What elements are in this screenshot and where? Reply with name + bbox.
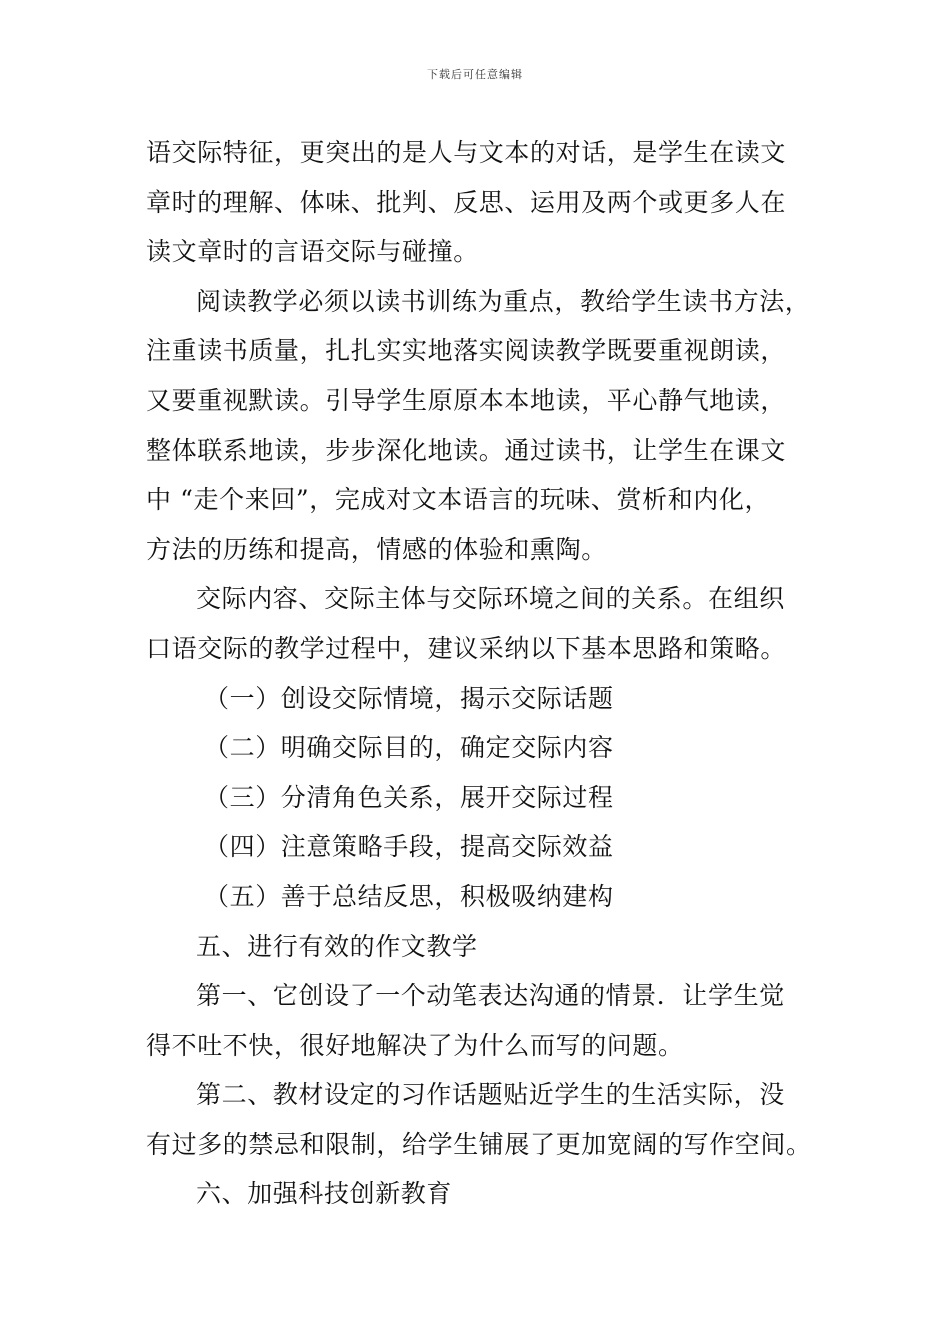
list-item: （一）创设交际情境，揭示交际话题 — [204, 683, 614, 713]
text-line: 又要重视默读。引导学生原原本本地读，平心静气地读， — [146, 385, 787, 415]
section-heading: 六、加强科技创新教育 — [196, 1179, 453, 1209]
text-line: 得不吐不快，很好地解决了为什么而写的问题。 — [146, 1030, 684, 1060]
list-item: （二）明确交际目的，确定交际内容 — [204, 733, 614, 763]
section-heading: 五、进行有效的作文教学 — [196, 931, 478, 961]
list-item: （三）分清角色关系，展开交际过程 — [204, 782, 614, 812]
text-line: 口语交际的教学过程中，建议采纳以下基本思路和策略。 — [146, 633, 787, 663]
paragraph-start: 第二、教材设定的习作话题贴近学生的生活实际，没 — [196, 1080, 785, 1110]
paragraph-start: 交际内容、交际主体与交际环境之间的关系。在组织 — [196, 584, 785, 614]
paragraph-start: 第一、它创设了一个动笔表达沟通的情景．让学生觉 — [196, 981, 785, 1011]
text-line: 中 “走个来回”，完成对文本语言的玩味、赏析和内化， — [146, 485, 771, 515]
text-line: 有过多的禁忌和限制，给学生铺展了更加宽阔的写作空间。 — [146, 1129, 812, 1159]
text-line: 读文章时的言语交际与碰撞。 — [146, 237, 479, 267]
text-line: 整体联系地读，步步深化地读。通过读书，让学生在课文 — [146, 435, 787, 465]
list-item: （四）注意策略手段，提高交际效益 — [204, 832, 614, 862]
text-line: 方法的历练和提高，情感的体验和熏陶。 — [146, 534, 607, 564]
page-header: 下载后可任意编辑 — [427, 68, 523, 81]
body-text — [146, 128, 846, 1219]
text-line: 注重读书质量，扎扎实实地落实阅读教学既要重视朗读， — [146, 336, 787, 366]
paragraph-start: 阅读教学必须以读书训练为重点，教给学生读书方法， — [196, 286, 811, 316]
text-line: 章时的理解、体味、批判、反思、运用及两个或更多人在 — [146, 187, 787, 217]
text-line: 语交际特征，更突出的是人与文本的对话，是学生在读文 — [146, 138, 787, 167]
list-item: （五）善于总结反思，积极吸纳建构 — [204, 881, 614, 911]
